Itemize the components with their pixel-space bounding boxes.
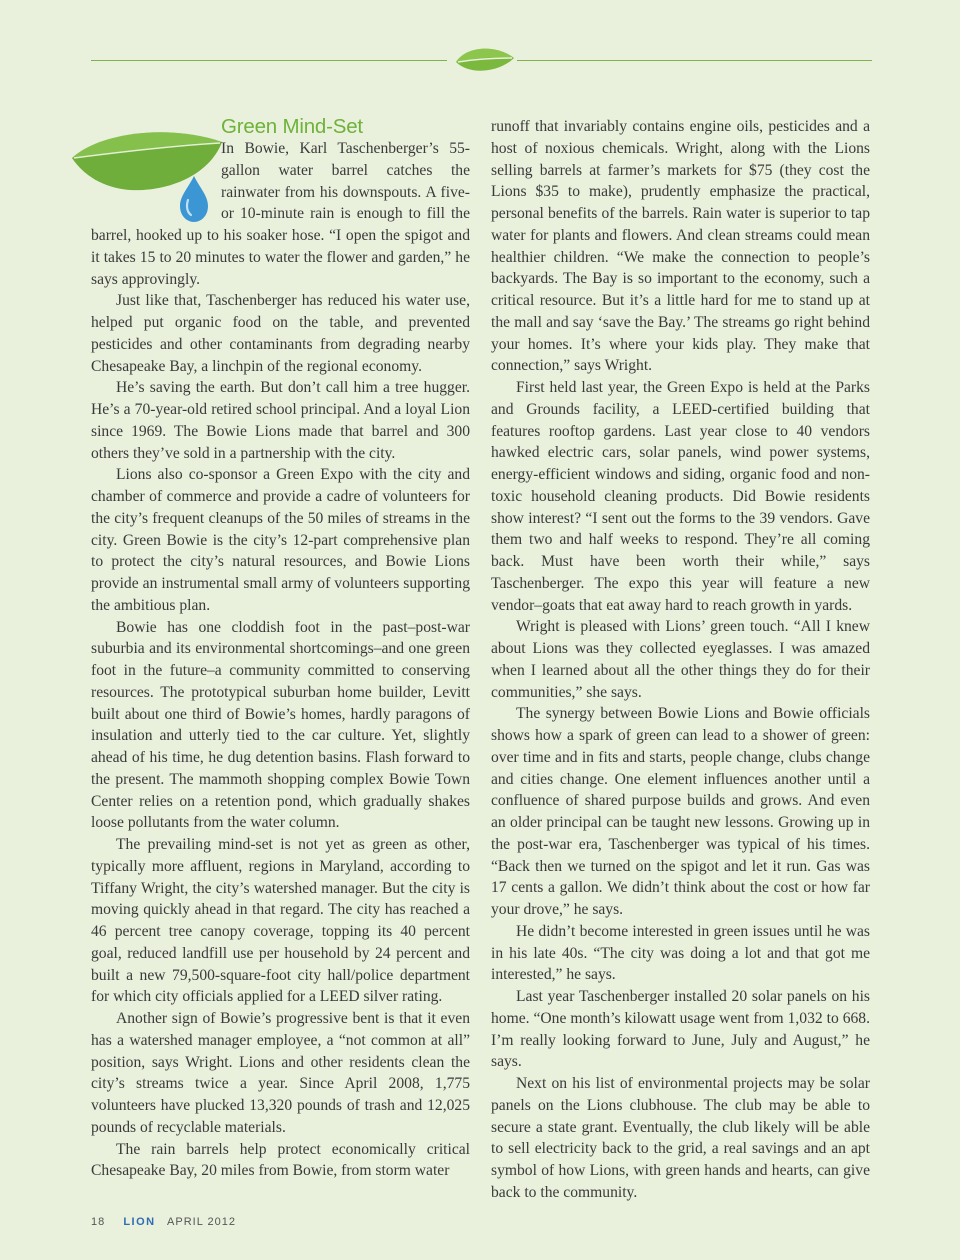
paragraph: First held last year, the Green Expo is held at the Parks and Grounds facility, a LEED-certified building that features rooftop gardens. Last year close to 40 vendors hawked electric cars, solar panels, wind power systems, energy-efficient windows and siding, organic food and non-toxic household cleaning products. Did Bowie residents show interest? “I sent out the forms to the 39 vendors. Gave them two and half weeks to respond. They’re all coming back. Must have been worth their while,” says Taschenberger. The expo this year will feature a new vendor–goats that eat away hard to reach growth in yards. xyxy=(491,379,870,614)
header-rule-left xyxy=(91,60,447,61)
paragraph: runoff that invariably contains engine oils, pesticides and a host of noxious chemicals. Wright, along with the Lions selling barrels at farmer’s markets for $75 (they cost the Lions $35 to make), prudently emphasize the practical, personal benefits of the barrels. Rain water is superior to tap water for plants and flowers. And clean streams could mean healthier children. “We make the connection to people’s backyards. The Bay is so important to the economy, such a critical resource. But it’s a little hard for me to stand up at the mall and say ‘save the Bay.’ The streams go right behind your homes. It’s where your kids play. They make that connection,” says Wright. xyxy=(491,118,870,375)
page-footer xyxy=(91,1216,236,1228)
paragraph: Last year Taschenberger installed 20 solar panels on his home. “One month’s kilowatt usage went from 1,032 to 668. I’m really looking forward to June, July and August,” he says. xyxy=(491,988,870,1071)
leaf-ornament-icon xyxy=(452,42,518,78)
paragraph: The synergy between Bowie Lions and Bowie officials shows how a spark of green can lead to a shower of green: over time and in fits and starts, people change, clubs change and cities change. One element influences another until a confluence of shared purpose builds and grows. And even an older principal can be taught new lessons. Growing up in the post-war era, Taschenberger was typical of his times. “Back then we turned on the spigot and let it run. Gas was 17 cents a gallon. We didn’t think about the cost or how far your drove,” he says. xyxy=(491,705,870,918)
paragraph: Bowie has one cloddish foot in the past–post-war suburbia and its environmental shortcomings–and one green foot in the future–a community committed to conserving resources. The prototypical suburban home builder, Levitt built about one third of Bowie’s homes, hardly paragons of insulation and utterly tied to the car culture. Yet, slightly ahead of his time, he dug detention basins. Flash forward to the present. The mammoth shopping complex Bowie Town Center relies on a retention pond, which gradually shakes loose pollutants from the water column. xyxy=(91,618,470,832)
paragraph: The rain barrels help protect economically critical Chesapeake Bay, 20 miles from Bowie, from storm water xyxy=(91,1140,470,1180)
paragraph: Wright is pleased with Lions’ green touch. “All I knew about Lions was they collected eyeglasses. I was amazed when I learned about all the other things they do for their communities,” she says. xyxy=(491,618,870,701)
page-number: 18 xyxy=(91,1216,106,1228)
paragraph: Just like that, Taschenberger has reduced his water use, helped put organic food on the table, and prevented pesticides and other contaminants from degrading nearby Chesapeake Bay, a linchpin of the regional economy. xyxy=(91,292,470,375)
header-rule-right xyxy=(517,60,872,61)
article-headline: Green Mind-Set xyxy=(221,115,363,138)
leaf-spacer xyxy=(91,138,221,224)
paragraph: He’s saving the earth. But don’t call him a tree hugger. He’s a 70-year-old retired school principal. And a loyal Lion since 1969. The Bowie Lions made that barrel and 300 others they’ve sold in a partnership with the city. xyxy=(91,379,470,462)
paragraph: Another sign of Bowie’s progressive bent is that it even has a watershed manager employee, a “not common at all” position, says Wright. Lions and other residents clean the city’s streams twice a year. Since April 2008, 1,775 volunteers have plucked 13,320 pounds of trash and 12,025 pounds of recyclable materials. xyxy=(91,1010,470,1136)
article-column-left xyxy=(91,138,470,1182)
article-column-right xyxy=(491,116,870,1204)
paragraph: He didn’t become interested in green issues until he was in his late 40s. “The city was doing a lot and that got me interested,” he says. xyxy=(491,922,870,984)
magazine-name: LION xyxy=(123,1216,156,1228)
paragraph: Next on his list of environmental projects may be solar panels on the Lions clubhouse. The club may be able to secure a state grant. Eventually, the club likely will be able to sell electricity back to the grid, a real savings and an apt symbol of how Lions, with green hands and hearts, can give back to the community. xyxy=(491,1075,870,1201)
paragraph: In Bowie, Karl Taschenberger’s 55-gallon water barrel catches the rainwater from his downspouts. A five- or 10-minute rain is enough to fill the barrel, hooked up to his soaker hose. “I open the spigot and it takes 15 to 20 minutes to water the flower and garden,” he says approvingly. xyxy=(91,140,470,288)
paragraph: The prevailing mind-set is not yet as green as other, typically more affluent, regions in Maryland, according to Tiffany Wright, the city’s watershed manager. But the city is moving quickly ahead in that regard. The city has reached a 46 percent tree canopy coverage, topping its 40 percent goal, reduced landfill use per household by 24 percent and built a new 79,500-square-foot city hall/police department for which city officials applied for a LEED silver rating. xyxy=(91,836,470,1006)
paragraph: Lions also co-sponsor a Green Expo with the city and chamber of commerce and provide a cadre of volunteers for the city’s frequent cleanups of the 50 miles of streams in the city. Green Bowie is the city’s 12-part comprehensive plan to protect the city’s natural resources, and Bowie Lions provide an instrumental small army of volunteers supporting the ambitious plan. xyxy=(91,466,470,614)
issue-date: APRIL 2012 xyxy=(167,1216,236,1228)
